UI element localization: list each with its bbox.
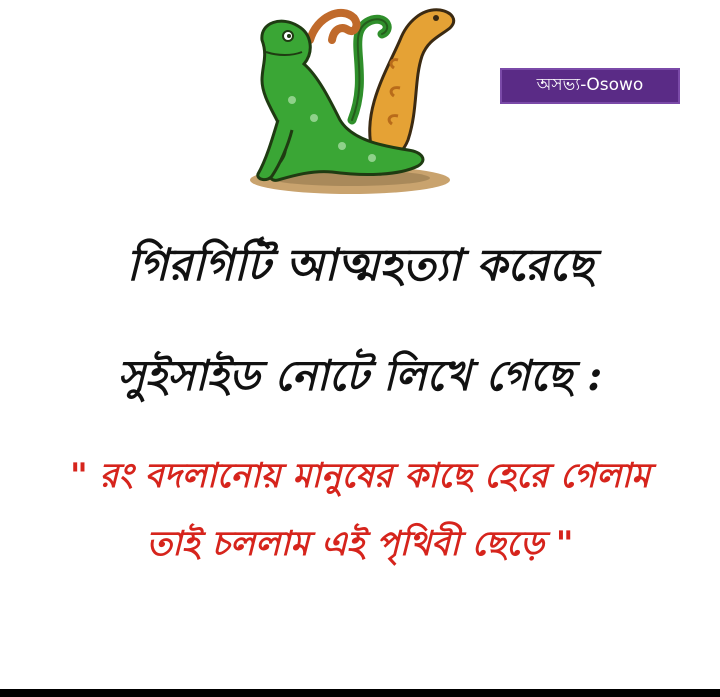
bottom-bar xyxy=(0,689,720,697)
orange-lizard-eye xyxy=(433,15,439,21)
green-lizard-spot-1 xyxy=(288,96,296,104)
poem-line-3: " রং বদলানোয় মানুষের কাছে হেরে গেলাম xyxy=(69,456,651,496)
poem-line-1: গিরগিটি আত্মহত্যা করেছে xyxy=(126,240,594,291)
brown-tail-curl xyxy=(310,13,356,40)
channel-badge xyxy=(500,68,680,104)
lizards-illustration xyxy=(222,0,482,200)
green-lizard-spot-2 xyxy=(310,114,318,122)
poem-line-2: সুইসাইড নোটে লিখে গেছে : xyxy=(117,351,603,400)
channel-badge-label: অসভ্য-Osowo xyxy=(536,75,644,95)
poem-line-4: তাই চললাম এই পৃথিবী ছেড়ে " xyxy=(146,524,574,564)
lizards-drawing xyxy=(222,0,482,200)
green-lizard-spot-3 xyxy=(338,142,346,150)
green-lizard-spot-4 xyxy=(368,154,376,162)
